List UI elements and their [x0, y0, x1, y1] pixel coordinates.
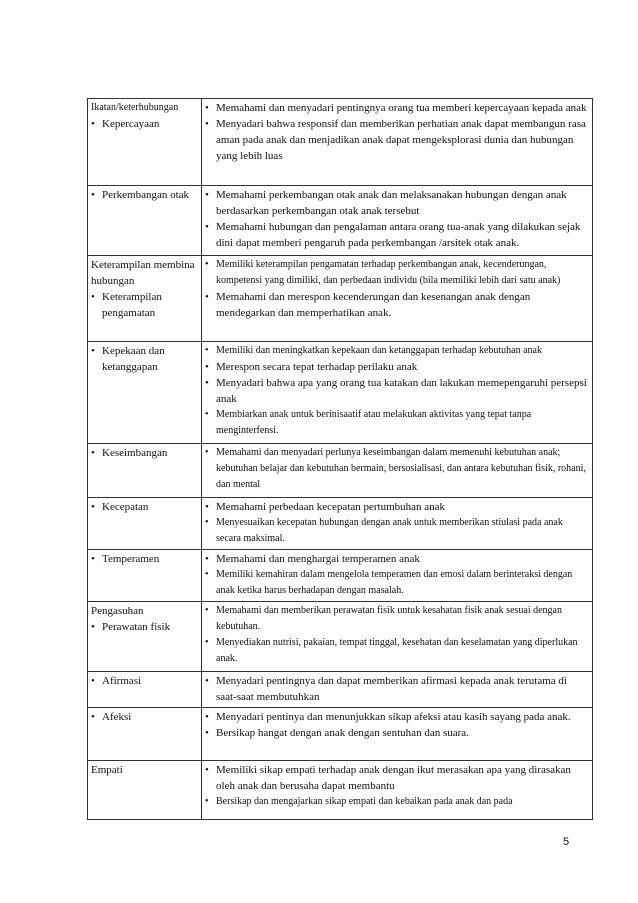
category-cell [88, 444, 202, 498]
table-row [88, 99, 593, 186]
list-item: • Memahami dan merespon kecenderungan dan kesenangan anak dengan mendegarkan dan memperhatikan anak. [205, 289, 589, 321]
category-label: • Kecepatan [91, 499, 198, 515]
list-item: • Bersikap hangat dengan anak dengan sentuhan dan suara. [205, 725, 589, 741]
category-label: • Perkembangan otak [91, 187, 198, 203]
list-item: • Menyesuaikan kecepatan hubungan dengan anak untuk memberikan stiulasi pada anak secara maksimal. [205, 515, 589, 547]
category-cell [88, 256, 202, 342]
list-item: • Memahami dan menyadari perlunya keseimbangan dalam memenuhi kebutuhan anak; kebutuhan belajar dan kebutuhan bermain, bersosialisasi, dan antara kebutuhan fisik, rohani, dan mental [205, 445, 589, 493]
category-label: • Perawatan fisik [91, 619, 198, 635]
description-cell [202, 342, 593, 444]
table-row [88, 342, 593, 444]
list-item: • Memahami dan memberikan perawatan fisik untuk kesahatan fisik anak sesuai dengan kebutuhan. [205, 603, 589, 635]
page-number: 5 [563, 836, 570, 848]
parenting-competency-table [87, 98, 593, 820]
list-item: • Memiliki sikap empati terhadap anak dengan ikut merasakan apa yang dirasakan oleh anak dan berusaha dapat membantu [205, 762, 589, 794]
category-label: • Kepercayaan [91, 116, 198, 132]
category-cell [88, 550, 202, 602]
list-item: • Memahami dan menghargai temperamen anak [205, 551, 589, 567]
description-cell [202, 602, 593, 672]
section-title: Ikatan/keterhubungan [91, 102, 179, 113]
section-title: Pengasuhan [91, 605, 144, 617]
list-item: • Menyadari bahwa apa yang orang tua katakan dan lakukan memepengaruhi persepsi anak [205, 375, 589, 407]
list-item: • Menyediakan nutrisi, pakaian, tempat tinggal, kesehatan dan keselamatan yang diperlukan anak. [205, 635, 589, 667]
category-label: • Temperamen [91, 551, 198, 567]
description-cell [202, 498, 593, 550]
category-cell [88, 342, 202, 444]
category-cell [88, 672, 202, 708]
table-row [88, 498, 593, 550]
description-cell [202, 186, 593, 256]
table-row [88, 672, 593, 708]
list-item: • Memiliki keterampilan pengamatan terhadap perkembangan anak, kecenderungan, kompetensi yang dimiliki, dan perbedaan individu (bila memiliki lebih dari satu anak) [205, 257, 589, 289]
list-item: • Menyadari pentingnya dan dapat memberikan afirmasi kepada anak terutama di saat-saat membutuhkan [205, 673, 589, 705]
list-item: • Menyadari pentinya dan menunjukkan sikap afeksi atau kasih sayang pada anak. [205, 709, 589, 725]
category-cell [88, 761, 202, 820]
category-cell [88, 708, 202, 761]
list-item: • Memahami perbedaan kecepatan pertumbuhan anak [205, 499, 589, 515]
description-cell [202, 708, 593, 761]
section-title: Keterampilan membina hubungan [91, 259, 195, 287]
list-item: • Memahami hubungan dan pengalaman antara orang tua-anak yang dilakukan sejak dini dapat memberi pengaruh pada perkembangan /arsitek otak anak. [205, 219, 589, 251]
table-row [88, 444, 593, 498]
list-item: • Membiarkan anak untuk berinisaatif atau melakukan aktivitas yang tepat tanpa menginterfensi. [205, 407, 589, 439]
section-title: Empati [91, 764, 123, 776]
description-cell [202, 444, 593, 498]
category-label: • Afirmasi [91, 673, 198, 689]
table-row [88, 761, 593, 820]
category-label: • Afeksi [91, 709, 198, 725]
table-row [88, 186, 593, 256]
category-cell [88, 498, 202, 550]
description-cell [202, 550, 593, 602]
category-cell [88, 99, 202, 186]
list-item: • Memahami dan menyadari pentingnya orang tua memberi kepercayaan kepada anak [205, 100, 589, 116]
category-label: • Kepekaan dan ketanggapan [91, 343, 198, 375]
table-row [88, 550, 593, 602]
description-cell [202, 256, 593, 342]
list-item: • Memiliki dan meningkatkan kepekaan dan ketanggapan terhadap kebutuhan anak [205, 343, 589, 359]
category-label: • Keterampilan pengamatan [91, 289, 198, 321]
table-row [88, 256, 593, 342]
table-row [88, 602, 593, 672]
list-item: • Bersikap dan mengajarkan sikap empati dan kebaikan pada anak dan pada [205, 794, 589, 810]
list-item: • Memiliki kemahiran dalam mengelola temperamen dan emosi dalam berinteraksi dengan anak ketika harus berhadapan dengan masalah. [205, 567, 589, 599]
description-cell [202, 672, 593, 708]
list-item: • Menyadari bahwa responsif dan memberikan perhatian anak dapat membangun rasa aman pada anak dan menjadikan anak dapat mengeksplorasi dunia dan hubungan yang lebih luas [205, 116, 589, 164]
category-cell [88, 602, 202, 672]
description-cell [202, 99, 593, 186]
category-label: • Keseimbangan [91, 445, 198, 461]
table-row [88, 708, 593, 761]
category-cell [88, 186, 202, 256]
list-item: • Merespon secara tepat terhadap perilaku anak [205, 359, 589, 375]
description-cell [202, 761, 593, 820]
list-item: • Memahami perkembangan otak anak dan melaksanakan hubungan dengan anak berdasarkan perkembangan otak anak tersebut [205, 187, 589, 219]
